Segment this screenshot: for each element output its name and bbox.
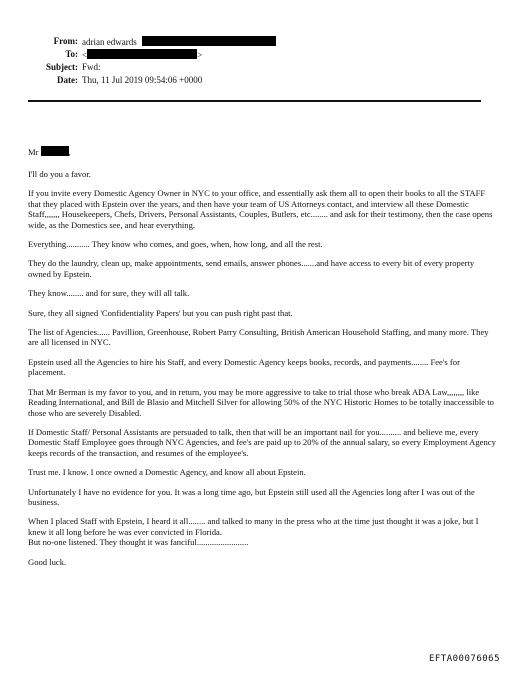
body-paragraph: That Mr Berman is my favor to you, and in return, you may be more aggressive to take to trial those who break ADA Law,,,,,,,, like Reading International, and Bill de Blasio and Mitchell Silver for allowing 50% of the NYC Historic Homes to be totally inaccessible to those who are severely Disabled. [28, 386, 494, 418]
email-body [28, 169, 498, 576]
redaction-box [87, 49, 197, 59]
to-close-bracket: > [197, 50, 203, 60]
body-paragraph: Unfortunately I have no evidence for you. It was a long time ago, but Epstein still used all the Agencies long after I was out of the business. [28, 486, 475, 507]
to-label: To: [65, 49, 78, 59]
bates-number: EFTA00076065 [428, 654, 500, 664]
body-paragraph: Good luck. [28, 556, 67, 567]
to-row [0, 49, 512, 60]
greeting-text: Mr [28, 147, 39, 157]
greeting [28, 146, 71, 158]
body-paragraph: But no-one listened. They thought it was fanciful........................ [28, 537, 249, 548]
body-paragraph: Trust me. I know. I once owned a Domestic Agency, and know all about Epstein. [28, 467, 306, 478]
from-label: From: [53, 36, 78, 46]
body-paragraph: They know........ and for sure, they will all talk. [28, 288, 190, 299]
body-paragraph: When I placed Staff with Epstein, I heard it all........ and talked to many in the press who at the time just thought it was a joke, but I knew it all long before he was ever convicted in Florida. [28, 516, 479, 537]
redaction-box [41, 146, 69, 156]
redaction-box [142, 36, 276, 46]
body-paragraph: If Domestic Staff/ Personal Assistants are persuaded to talk, then that will be an important nail for you.......... and believe me, every Domestic Staff Employee goes through NYC Agencies, and fee's are paid up to 20% of the annual salary, so every Employment Agency keeps records of the transaction, and resumes of the employee's. [28, 426, 496, 458]
from-value [82, 36, 276, 48]
greeting-comma: , [68, 147, 71, 157]
subject-value: Fwd: [82, 62, 101, 72]
body-paragraph: Epstein used all the Agencies to hire his Staff, and every Domestic Agency keeps books, records, and payments........ Fee's for placement. [28, 356, 460, 378]
subject-label: Subject: [46, 62, 78, 72]
to-open-bracket: < [82, 50, 88, 60]
body-paragraph: Everything........... They know who comes, and goes, when, how long, and all the rest. [28, 239, 323, 250]
from-name: adrian edwards [82, 37, 137, 47]
date-value: Thu, 11 Jul 2019 09:54:06 +0000 [82, 75, 203, 85]
body-paragraph: If you invite every Domestic Agency Owner in NYC to your office, and essentially ask them all to open their books to all the STAFF that they placed with Epstein over the years, and then have your team of US Attorneys contact, and interview all these Domestic Staff,,,,,,, Housekeepers, Chefs, Drivers, Personal Assistants, Couples, Butlers, etc........ and ask for their testimony, then the case opens wide, as the Domestics see, and hear everything. [28, 188, 493, 230]
body-paragraph: Sure, they all signed 'Confidentiality Papers' but you can push right past that. [28, 307, 293, 318]
date-row [0, 75, 512, 86]
to-value [82, 49, 202, 61]
subject-row [0, 62, 512, 73]
header-divider [28, 100, 481, 102]
from-row [0, 36, 512, 47]
date-label: Date: [57, 75, 78, 85]
body-paragraph: The list of Agencies...... Pavillion, Greenhouse, Robert Parry Consulting, British American Household Staffing, and many more. They are all licensed in NYC. [28, 327, 489, 348]
body-paragraph: I'll do you a favor. [28, 169, 91, 179]
body-paragraph: They do the laundry, clean up, make appointments, send emails, answer phones.......and have access to every bit of every property owned by Epstein. [28, 258, 475, 279]
